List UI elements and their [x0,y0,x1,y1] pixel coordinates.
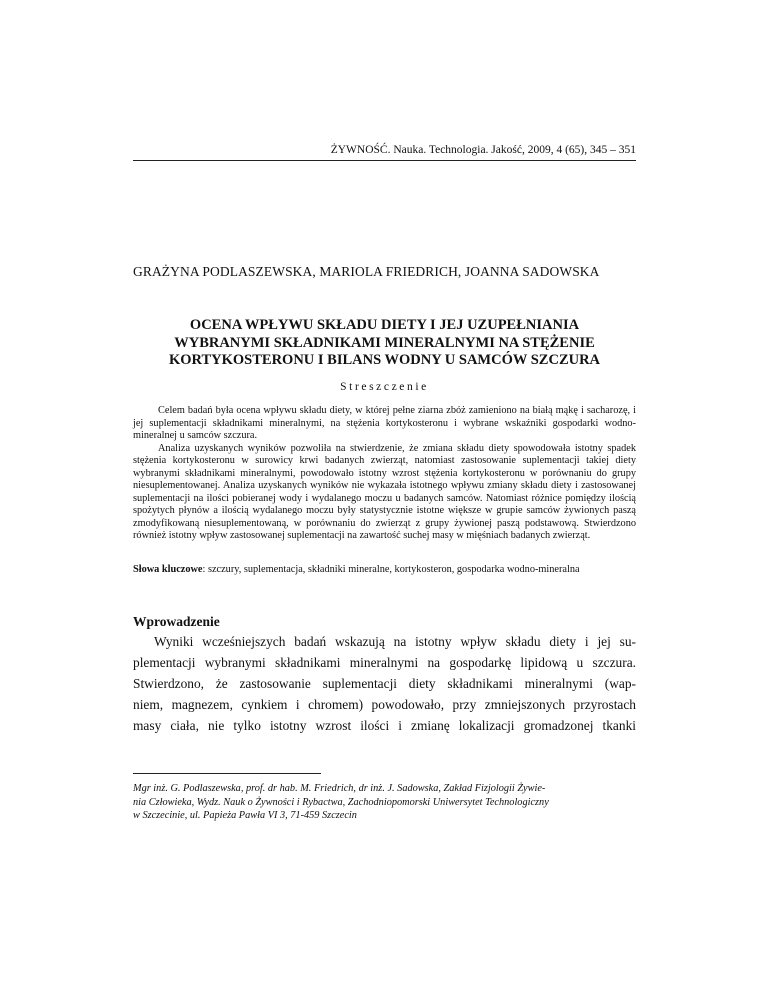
header-rule [133,160,636,161]
title-line: OCENA WPŁYWU SKŁADU DIETY I JEJ UZUPEŁNIANIA [189,317,580,333]
intro-text [133,631,636,736]
intro-line: Wyniki wcześniejszych badań wskazują na istotny wpływ składu diety i jej su- [154,634,636,649]
footnote-rule [133,773,321,774]
title-line: KORTYKOSTERONU I BILANS WODNY U SAMCÓW SZCZURA [168,352,601,368]
abstract-heading: Streszczenie [340,381,429,393]
journal-header: ŻYWNOŚĆ. Nauka. Technologia. Jakość, 2009, 4 (65), 345 – 351 [330,144,636,156]
abstract-paragraph: Analiza uzyskanych wyników pozwoliła na stwierdzenie, że zmiana składu diety spowodowała istotny spadek stężenia kortykosteronu w surowicy krwi badanych zwierząt, natomiast zastosowanie suplementacji takiej diety wybranymi składnikami mineralnymi, powodowało istotny wzrost stężenia kortykosteronu w porównaniu do grupy niesuplementowanej. Analiza uzyskanych wyników nie wykazała istotnego wpływu zmiany składu diety i zastosowanej suplementacji na ilości pobieranej wody i wydalanego moczu u badanych samców. Natomiast różnice pomiędzy ilością spożytych płynów a ilością wydalanego moczu były statystycznie istotne większe w grupie samców żywionych paszą zmodyfikowaną niesuplementowaną, w porównaniu do zwierząt z grupy żywionej paszą podstawową. Stwierdzono również istotny wpływ zastosowanej suplementacji na zawartość suchej masy w mięśniach badanych zwierząt. [133,442,636,541]
intro-line: plementacji wybranymi składnikami mineralnymi na gospodarkę lipidową u szczura. [133,655,636,671]
keywords-text: : szczury, suplementacja, składniki mineralne, kortykosteron, gospodarka wodno-mineralna [202,564,580,575]
keywords [133,564,636,577]
footnote-line: nia Człowieka, Wydz. Nauk o Żywności i Rybactwa, Zachodniopomorski Uniwersytet Technologiczny [133,796,549,808]
intro-line: Stwierdzono, że zastosowanie suplementacji diety składnikami mineralnymi (wap- [133,676,636,692]
paper-title [133,317,636,370]
footnote [133,782,636,823]
title-line: WYBRANYMI SKŁADNIKAMI MINERALNYMI NA STĘŻENIE [174,334,595,351]
section-heading: Wprowadzenie [133,614,220,629]
keywords-label: Słowa kluczowe [133,564,203,575]
abstract-paragraph: Celem badań była ocena wpływu składu diety, w której pełne ziarna zbóż zamieniono na białą mąkę i sacharozę, i jej suplementacji składnikami mineralnymi, na stężenia kortykosteronu i wybrane wskaźniki gospodarki wodno-mineralnej u samców szczura. [133,405,636,441]
abstract [133,405,636,543]
intro-line: masy ciała, nie tylko istotny wzrost ilości i zmianę lokalizacji gromadzonej tkanki [133,718,636,734]
authors: GRAŻYNA PODLASZEWSKA, MARIOLA FRIEDRICH, JOANNA SADOWSKA [133,264,600,279]
intro-line: niem, magnezem, cynkiem i chromem) powodowało, przy zmniejszonych przyrostach [133,697,636,713]
footnote-line: w Szczecinie, ul. Papieża Pawła VI 3, 71-459 Szczecin [133,810,357,821]
footnote-line: Mgr inż. G. Podlaszewska, prof. dr hab. M. Friedrich, dr inż. J. Sadowska, Zakład Fizjologii Żywie- [133,783,546,794]
